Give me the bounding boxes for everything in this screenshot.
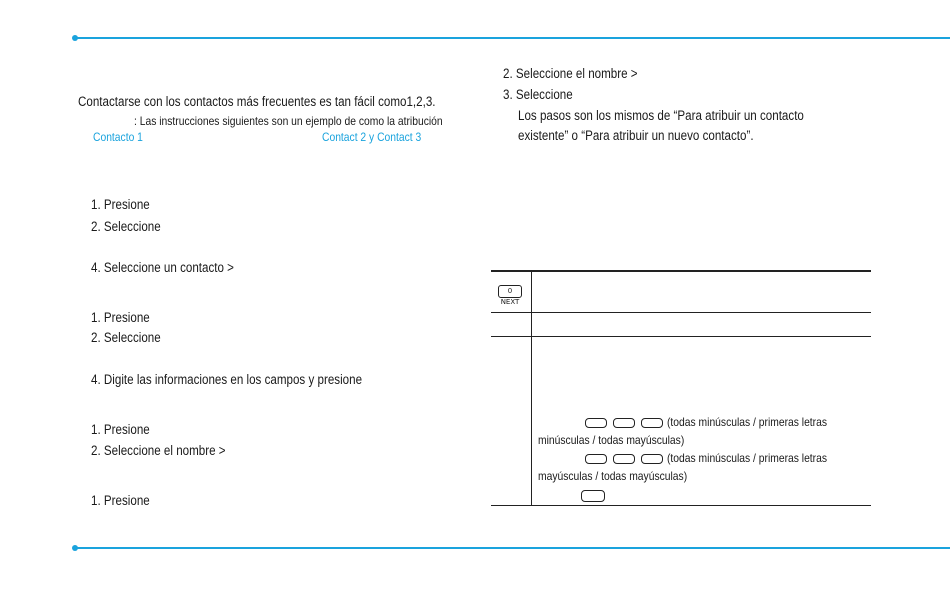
s3-step2: 2. Seleccione el nombre > xyxy=(91,443,226,458)
table-row-divider-2 xyxy=(491,336,871,337)
0-next-key-icon: 0 NEXT xyxy=(498,285,522,298)
mode-key-icon-3 xyxy=(641,418,663,428)
s4-step1: 1. Presione xyxy=(91,493,150,508)
s2-step1: 1. Presione xyxy=(91,310,150,325)
s1-step2: 2. Seleccione xyxy=(91,219,161,234)
contact-1-label: Contacto 1 xyxy=(93,130,143,144)
table-bottom-border xyxy=(491,505,871,506)
bottom-rule xyxy=(75,547,950,549)
mode-key-icon-1 xyxy=(585,418,607,428)
note-text: : Las instrucciones siguientes son un ejemplo de como la atribución xyxy=(134,114,443,128)
right-step3: 3. Seleccione xyxy=(503,87,573,102)
row2-text-a: (todas minúsculas / primeras letras xyxy=(667,451,828,465)
s2-step2: 2. Seleccione xyxy=(91,330,161,345)
right-step2: 2. Seleccione el nombre > xyxy=(503,66,638,81)
row1-text-b: minúsculas / todas mayúsculas) xyxy=(538,433,685,447)
right-line2: existente” o “Para atribuir un nuevo contacto”. xyxy=(518,128,754,143)
s1-step4: 4. Seleccione un contacto > xyxy=(91,260,234,275)
s1-step1: 1. Presione xyxy=(91,197,150,212)
row1-text-a: (todas minúsculas / primeras letras xyxy=(667,415,828,429)
table-column-divider xyxy=(531,270,532,505)
table-top-border xyxy=(491,270,871,272)
mode-key-icon-5 xyxy=(613,454,635,464)
s3-step1: 1. Presione xyxy=(91,422,150,437)
intro-text: Contactarse con los contactos más frecuentes es tan fácil como1,2,3. xyxy=(78,94,436,109)
right-line1: Los pasos son los mismos de “Para atribuir un contacto xyxy=(518,108,804,123)
s2-step4: 4. Digite las informaciones en los campos y presione xyxy=(91,372,363,387)
mode-key-icon-2 xyxy=(613,418,635,428)
table-row-divider-1 xyxy=(491,312,871,313)
row2-text-b: mayúsculas / todas mayúsculas) xyxy=(538,469,688,483)
mode-key-icon-4 xyxy=(585,454,607,464)
mode-key-icon-6 xyxy=(641,454,663,464)
mode-key-icon-7 xyxy=(581,490,605,502)
contact-2-3-label: Contact 2 y Contact 3 xyxy=(322,130,422,144)
top-rule xyxy=(75,37,950,39)
